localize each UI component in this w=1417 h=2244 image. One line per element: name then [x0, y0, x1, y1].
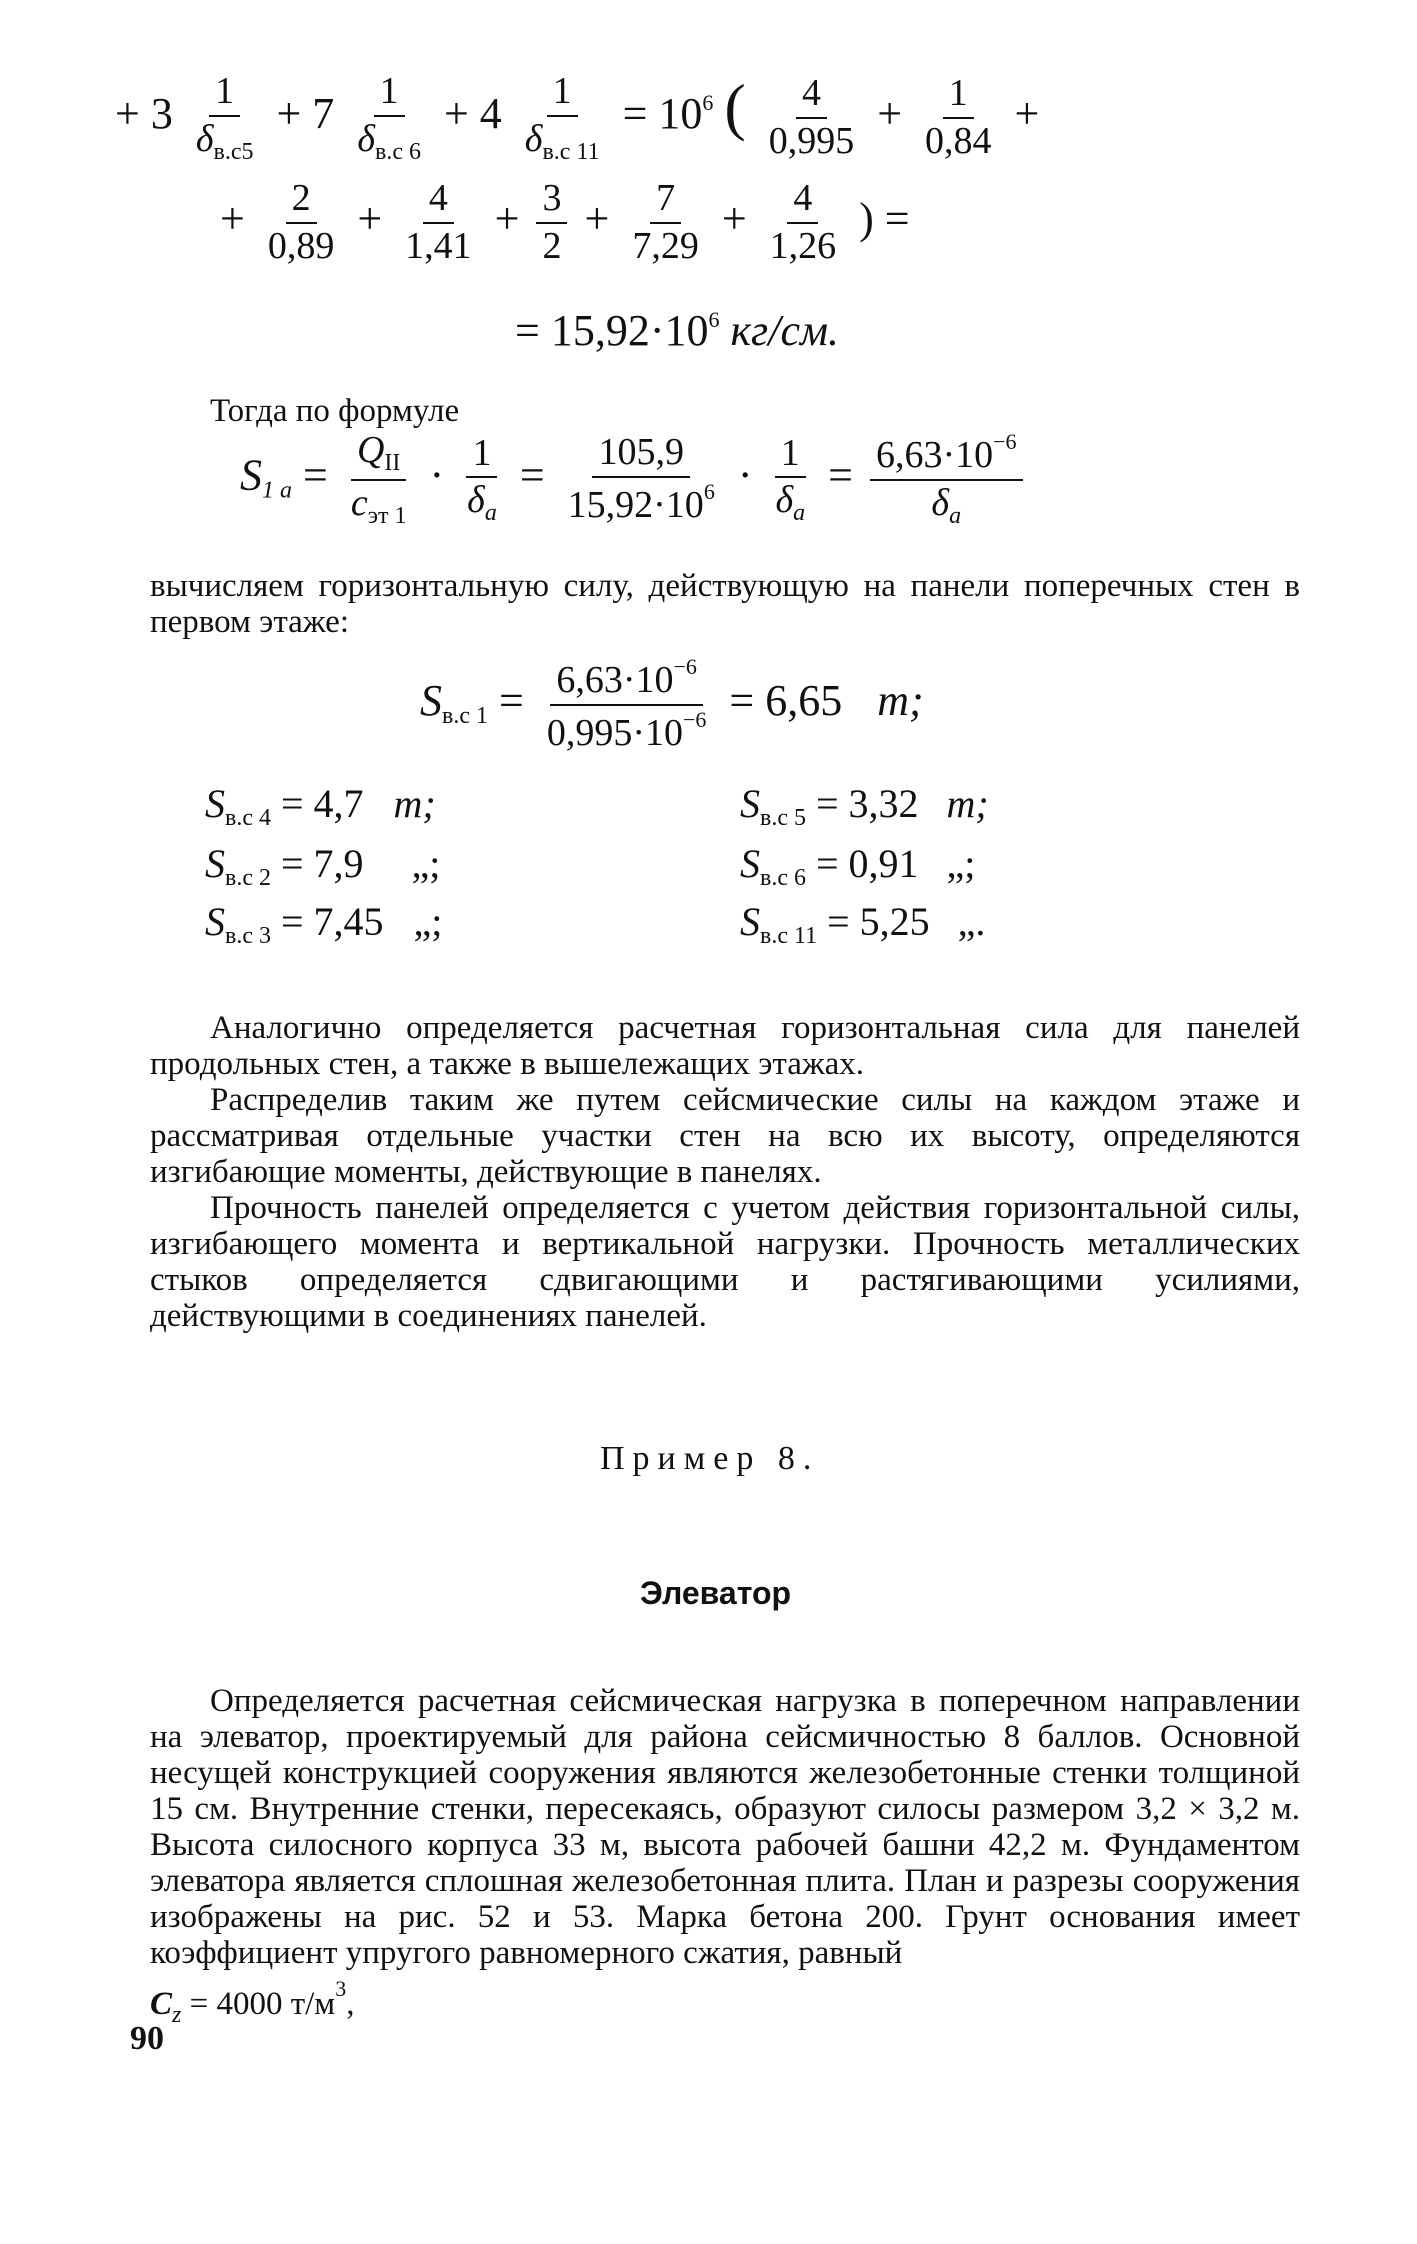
s-value: $S_{в.с 4} = 4,7$ т; [205, 781, 436, 831]
unit: кг/см. [730, 306, 840, 355]
fraction: $\frac{1}{\delta_{в.с 11}}$ [524, 69, 600, 165]
fraction: $\frac{7}{7,29}$ [632, 177, 699, 267]
page-number: 90 [130, 2020, 164, 2057]
s-value: $S_{в.с 3} = 7,45$ „; [205, 899, 443, 949]
s-value: $S_{в.с 6} = 0,91$ „; [740, 841, 976, 891]
fraction: $\frac{1}{\delta_a}$ [467, 431, 497, 527]
formula-svc1: $S_{в.с 1}$ = $\frac{6,63\cdot 10^{-6}}{0,995\cdot 10^{-6}}$ = 6,65 т; [420, 654, 924, 754]
s-value: $S_{в.с 11} = 5,25$ „. [740, 899, 986, 949]
paragraph-block-2 [150, 1010, 1300, 1334]
formula-line-2: + $\frac{2}{0,89}$ + $\frac{4}{1,41}$ + $\frac{3}{2}$ + $\frac{7}{7,29}$ + $\frac{4}{1,26}$ ) = [220, 177, 910, 267]
s-value: $S_{в.с 2} = 7,9$ „; [205, 841, 441, 891]
paragraph-3: Определяется расчетная сейсмическая нагрузка в поперечном направлении на элеватор, проектируемый для района сейсмичностью 8 баллов. Основной несущей конструкцией сооружения являются железобетонные стенки толщиной 15 см. Внутренние стенки, пересекаясь, образуют силосы размером 3,2 × 3,2 м. Высота силосного корпуса 33 м, высота рабочей башни 42,2 м. Фундаментом элеватора является сплошная железобетонная плита. План и разрезы сооружения изображены на рис. 52 и 53. Марка бетона 200. Грунт основания имеет коэффициент упругого равномерного сжатия, равный $C_z = 4000$ $т/м^3$, [150, 1683, 1300, 2028]
formula-intro: Тогда по формуле [210, 393, 460, 429]
section-heading: Элеватор [640, 1575, 792, 1611]
coef: + 7 [276, 89, 335, 138]
fraction: $\frac{4}{1,26}$ [769, 177, 837, 267]
paragraph: Распределив таким же путем сейсмические силы на каждом этаже и рассматривая отдельные участки стен на всю их высоту, определяются изгибающие моменты, действующие в панелях. [150, 1082, 1300, 1190]
fraction: $\frac{4}{0,995}$ [768, 72, 855, 162]
formula-line-3: = $15,92\cdot 10^6$ кг/см. [515, 306, 840, 355]
paragraph: Прочность панелей определяется с учетом действия горизонтальной силы, изгибающего момента и вертикальной нагрузки. Прочность металлических стыков определяется сдвигающими и растягивающими усилиями, действующими в соединениях панелей. [150, 1190, 1300, 1334]
formula-line-1: + 3 $\frac{1}{\delta_{в.с5}}$ + 7 $\frac{1}{\delta_{в.с 6}}$ + 4 $\frac{1}{\delta_{в.с 11}}$ = $10^6$ ( $\frac{4}{0,995}$ + $\frac{1}{0,84}$ + [115, 69, 1040, 165]
paragraph-1: вычисляем горизонтальную силу, действующую на панели поперечных стен в первом этаже: [150, 568, 1300, 640]
fraction: $\frac{1}{0,84}$ [925, 72, 992, 162]
s-value: $S_{в.с 5} = 3,32$ т; [740, 781, 989, 831]
fraction: $\frac{Q_{II}}{c_{эт 1}}$ [350, 429, 407, 529]
fraction: $\frac{1}{\delta_a}$ [775, 431, 806, 527]
fraction: $\frac{1}{\delta_{в.с 6}}$ [357, 69, 421, 165]
fraction: $\frac{1}{\delta_{в.с5}}$ [195, 69, 254, 165]
equals: = 10 [622, 89, 703, 138]
fraction: $\frac{6,63\cdot 10^{-6}}{0,995\cdot 10^{-6}}$ [546, 654, 707, 754]
paren: ( [724, 71, 746, 142]
fraction: $\frac{2}{0,89}$ [267, 177, 335, 267]
fraction: $\frac{4}{1,41}$ [405, 177, 472, 267]
coef: + 4 [443, 89, 502, 138]
coef: + 3 [115, 89, 173, 138]
fraction: $\frac{3}{2}$ [536, 178, 567, 268]
formula-s1a: $S_{1 a}$ = $\frac{Q_{II}}{c_{эт 1}}$ · $\frac{1}{\delta_a}$ = $\frac{105,9}{15,92\cdot 10^6}$ · $\frac{1}{\delta_a}$ = $\frac{6,63\cdot 10^{-6}}{\delta_a}$ [240, 430, 1029, 529]
fraction: $\frac{6,63\cdot 10^{-6}}{\delta_a}$ [870, 430, 1023, 529]
paragraph: Аналогично определяется расчетная горизонтальная сила для панелей продольных стен, а также в вышележащих этажах. [150, 1010, 1300, 1082]
fraction: $\frac{105,9}{15,92\cdot 10^6}$ [567, 431, 715, 527]
example-heading: Пример 8. [600, 1440, 820, 1477]
